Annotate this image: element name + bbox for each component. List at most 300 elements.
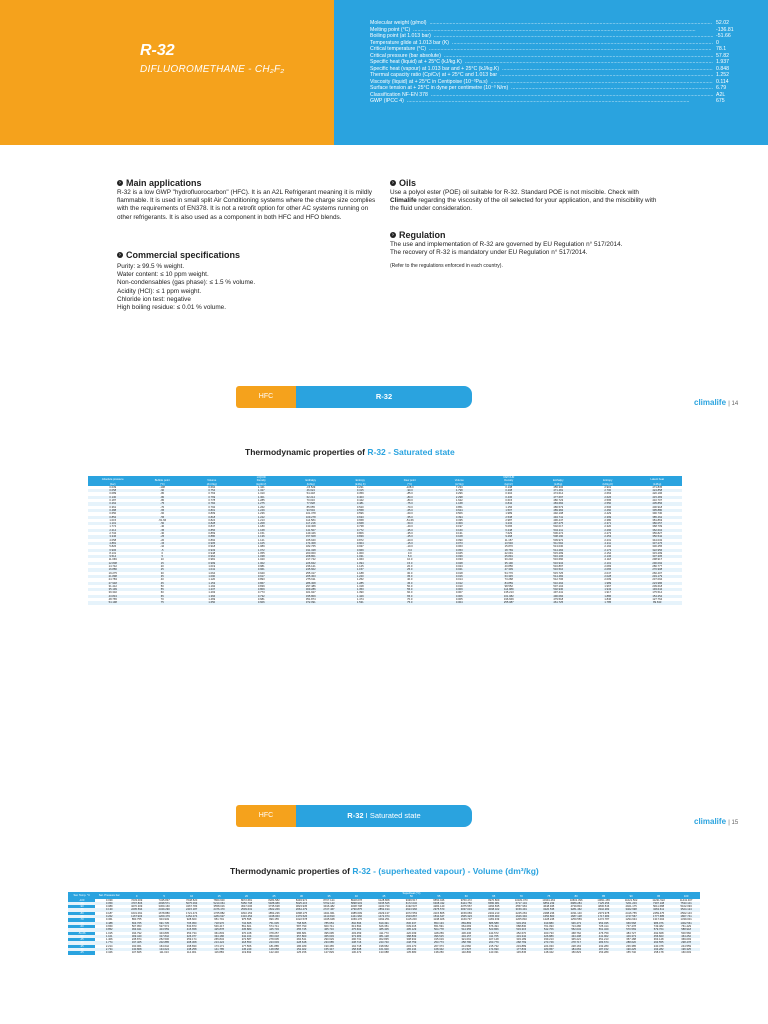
table-cell: 265.834 [214,938,224,942]
table-cell: -75 [68,915,95,918]
table-cell: 4008.708 [350,905,363,909]
table-cell: 749.482 [653,924,664,928]
table-cell: -51.66 [68,932,95,935]
table-cell: 999.155 [269,918,279,922]
superheat-header-cell: 15 [205,895,232,898]
table-cell: 5.065 [505,525,513,529]
table-cell: -108.0 [405,485,414,489]
table-cell: 0.063 [455,545,463,549]
table-cell: 2.626 [583,496,633,499]
table-cell: 1503.867 [398,915,425,918]
table-cell: 515.725 [553,571,564,575]
table-cell: 725.414 [598,924,609,928]
table-cell: 0.335 [455,518,463,522]
table-cell: 0.004 [435,601,485,604]
table-cell: 43.843 [88,595,138,598]
table-cell: 1.120 [208,578,216,582]
table-cell: 273.749 [535,941,562,944]
table-cell: 579.764 [645,928,672,931]
table-cell: 368.709 [652,525,663,529]
table-cell: 3916.482 [323,905,335,909]
table-cell: 362.604 [633,529,683,532]
table-cell: 495.129 [398,928,425,931]
table-cell: 296.731 [351,938,362,942]
table-cell: 370.108 [241,931,252,935]
table-cell: 2975.570 [425,908,452,911]
table-cell: 1898.175 [295,911,308,915]
regulation-body: The use and implementation of R-32 are governed by EU Regulation n° 517/2014. The recovery of R-32 is mandatory under EU Regulation n° 517/2014. [390,241,623,257]
superheat-header-cell: 20 [233,895,260,898]
main-applications-heading: Main applications [126,178,202,188]
table-cell: -55 [138,516,188,519]
table-cell: 4100.730 [378,905,390,909]
table-cell: -5.0 [385,549,435,552]
table-cell: 350.018 [260,935,287,938]
table-cell: 3823.935 [295,905,308,909]
table-cell: 511.594 [534,542,584,545]
table-cell: 0.361 [105,918,113,922]
table-cell: 200.000 [305,551,316,555]
table-cell: 330.255 [652,545,663,549]
superheated-table-title: Thermodynamic properties of R-32 - (superheated vapour) - Volume (dm³/kg) [230,866,539,876]
table-cell: 514.284 [534,549,584,552]
table-cell: 2373.978 [598,911,610,915]
table-cell: 158.638 [343,948,370,951]
table-cell: 8284.582 [268,898,280,902]
table-cell: 7435.837 [158,898,170,902]
table-cell: 50 [160,584,164,588]
table-cell: 47.339 [484,568,534,571]
table-cell: 7.233 [455,485,463,489]
table-cell: 268.769 [508,941,535,944]
table-cell: 1.327 [237,489,287,492]
table-cell: 1472.974 [370,915,397,918]
table-cell: 278.717 [562,941,589,944]
table-cell: 150.823 [571,951,582,955]
table-cell: 904.949 [159,918,169,922]
table-cell: 25.891 [484,555,534,558]
table-cell: 10811.465 [597,898,610,902]
table-cell: 1810.153 [240,911,253,915]
table-cell: 0.0 [407,551,412,555]
main-applications-section [117,178,379,222]
tab-r32-saturated[interactable] [296,805,472,827]
table-cell: -10 [160,545,165,549]
table-cell: 0.053 [435,549,485,552]
table-cell: 2459.475 [652,911,665,915]
table-cell: 283.674 [590,941,617,944]
table-cell: 509.972 [553,538,564,542]
table-cell: 0.904 [336,542,386,545]
table-cell: 919.880 [535,922,562,925]
table-cell: 1.064 [208,571,216,575]
table-cell: 193.644 [633,588,683,591]
table-cell: 197.405 [123,941,150,944]
table-cell: 444.572 [488,931,499,935]
table-cell: 1.168 [237,529,287,532]
table-cell: 1317.004 [652,918,665,922]
table-cell: 1115.200 [405,918,417,922]
superheat-header-cell: 40 [343,895,370,898]
table-cell: 0.801 [187,509,237,512]
table-cell: 6308.432 [425,902,452,905]
table-cell: 9970.809 [488,898,500,902]
table-cell: 186.189 [296,944,307,948]
table-cell: 0.905 [187,542,237,545]
liquid-group-header: LIQUID [138,476,386,479]
saturated-table-title: Thermodynamic properties of R-32 - Saturated state [245,447,455,457]
table-cell: 751.635 [260,922,287,925]
table-cell: 259.174 [186,938,197,942]
table-cell: 2.154 [604,551,612,555]
table-cell: 1.188 [356,571,364,575]
table-cell: 1.785 [583,601,633,604]
property-label: Molecular weight (g/mol) [370,20,427,26]
table-cell: 5350.708 [233,902,260,905]
table-cell: 122.446 [269,951,279,955]
table-cell: 15.870 [504,545,513,549]
table-cell: 21.898 [88,575,138,578]
oils-body: Use a polyol ester (POE) oil suitable for R-32. Standard POE is not miscible. Check with Climalife regarding the viscosity of the oil selected for your application, and the miscibility with the fluid under consideration. [390,189,657,213]
superheat-header-cell: 35 [315,895,342,898]
table-cell: 40 [160,578,164,582]
table-cell: 1045.948 [323,918,335,922]
table-cell: 182.765 [305,545,316,549]
superheat-header-cell: 70 [508,895,535,898]
table-cell: 168.830 [186,944,197,948]
table-cell: 411.765 [480,935,507,938]
table-cell: 0.018 [455,571,463,575]
table-cell: 2245.263 [515,911,527,915]
table-cell: 9.268 [484,535,534,538]
table-cell: 639.015 [406,924,417,928]
table-cell: 533.315 [508,928,535,931]
table-cell: 492.108 [553,512,564,516]
table-cell: 0.089 [105,905,113,909]
table-cell: 107.825 [131,951,142,955]
table-cell: 2602.269 [260,908,287,911]
table-cell: 3369.160 [158,905,170,909]
table-cell: 0.754 [187,489,237,492]
table-cell: 6989.284 [562,902,589,905]
page-number-2: | 15 [728,820,739,826]
table-cell: 0.818 [187,516,237,519]
table-cell: -45 [68,938,95,941]
table-row [88,601,682,604]
table-cell: 357.188 [626,938,636,942]
table-cell: 237.094 [652,578,663,582]
tab-hfc[interactable]: HFC [236,386,296,408]
table-cell: 0.309 [435,522,485,525]
table-cell: 175.514 [652,591,663,595]
table-cell: -20 [160,538,165,542]
table-cell: 127.829 [324,951,334,955]
table-cell: 1.094 [336,562,386,565]
table-cell: 0.828 [187,522,237,525]
table-cell: 480.723 [553,499,564,503]
table-cell: 35.199 [88,588,138,591]
table-cell: 18.769 [484,549,534,552]
table-cell: 4797.806 [123,902,150,905]
table-cell: 0.016 [435,575,485,578]
superheat-header-cell: 90 [617,895,644,898]
table-cell: 1.366 [187,595,237,598]
superheat-header-cell: 55 [425,895,452,898]
table-cell: 514.482 [534,575,584,578]
table-header-cell: Density [484,479,534,482]
table-cell: 93.504 [286,509,336,512]
table-cell: 25.0 [385,568,435,571]
superheat-header-cell: 75 [535,895,562,898]
table-cell: 2502.143 [680,911,692,915]
table-cell: 208.801 [286,555,336,558]
table-cell: 337.276 [633,542,683,545]
table-cell: 11.157 [504,538,513,542]
property-value: 57.82 [716,52,729,59]
table-cell: 0.918 [208,545,216,549]
table-cell: -60 [68,925,95,928]
table-cell: 1167.903 [123,915,150,918]
property-leader-dots [407,98,713,105]
table-cell: 516.897 [553,565,564,569]
table-cell: 0.948 [208,551,216,555]
table-cell: 8493.974 [295,898,308,902]
table-cell: 0.130 [88,496,138,499]
table-cell: 2.009 [604,578,612,582]
table-cell: 1.220 [336,575,386,578]
table-cell: 8707.124 [323,898,335,902]
table-cell: 533.873 [186,924,197,928]
table-cell: 0.481 [336,502,386,505]
table-cell: 494.741 [534,516,584,519]
table-cell: 1626.394 [508,915,535,918]
tab-hfc-2[interactable]: HFC [236,805,296,827]
table-header-cell: Absolute pressure [88,476,138,483]
table-cell: 452.670 [516,931,527,935]
table-cell: 10181.070 [514,898,528,902]
table-cell: 0.981 [208,558,216,562]
table-cell: 138.250 [433,951,444,955]
table-cell: 869.883 [453,922,480,925]
table-cell: 2.734 [95,948,122,951]
table-cell: 1.285 [257,499,265,503]
table-cell: 309.286 [286,588,336,591]
superheat-header-cell: 0 [123,895,150,898]
table-cell: 0.231 [356,485,364,489]
table-cell: 334.186 [205,935,232,938]
table-cell: 435.880 [233,928,260,931]
table-cell: 54.776 [504,571,513,575]
table-cell: 836.337 [398,922,425,925]
table-cell: 15.0 [385,562,435,565]
regulation-note: (Refer to the regulations enforced in each country). [390,263,503,270]
table-cell: 785.653 [315,922,342,925]
property-value: 675 [716,98,725,104]
table-cell: 936.473 [562,922,589,925]
main-applications-body: R-32 is a low GWP "hydrofluorocarbon" (HFC). It is an A2L Refrigerant meaning it is mildly flammable. It is used in small split Air Conditioning systems where the charge size complies with the requirements of EN378. It is not a retrofit option for other AC systems running on other refrigerants. It is also used as a component in both HFC and HFO blends. [117,189,376,221]
table-cell: 19.275 [108,571,117,575]
table-cell: 351.213 [598,938,609,942]
properties-list [370,20,750,105]
table-cell: 177.566 [241,944,252,948]
table-cell: 381.128 [370,935,397,938]
table-cell: 0.262 [88,502,138,505]
table-cell: 165.940 [305,538,316,542]
table-cell: 1941.961 [323,911,335,915]
table-cell: 0.933 [187,549,237,552]
table-cell: 165.134 [398,948,425,951]
table-cell: 7397.108 [645,902,672,905]
table-cell: -80 [160,499,165,503]
oils-heading: Oils [399,178,417,188]
table-cell: 2.320 [604,525,612,529]
property-value: 52.02 [716,20,729,26]
table-cell: 802.596 [343,922,370,925]
table-cell: 0.359 [356,492,364,496]
table-cell: 190.225 [617,948,644,951]
property-label: Critical pressure (bar absolute) [370,52,441,59]
table-cell: 2.028 [583,575,633,578]
table-cell: -35.0 [406,532,413,536]
property-value: 0 [716,39,719,46]
table-cell: 11231.522 [652,898,665,902]
table-cell: 507.953 [131,924,142,928]
table-cell: 0.108 [435,535,485,538]
table-cell: 219.889 [516,944,527,948]
table-cell: 109.278 [286,516,336,519]
table-cell: 238.716 [343,941,370,944]
table-cell: 552.043 [562,928,589,931]
table-cell: 0.039 [105,898,113,902]
table-cell: -40 [68,941,95,944]
table-cell: 357.800 [288,935,315,938]
table-cell: 65 [138,595,188,598]
table-cell: 0.010 [455,584,463,588]
table-cell: 0.606 [237,601,287,604]
table-cell: -80 [68,912,95,915]
table-cell: -55 [68,928,95,931]
table-cell: -50.0 [385,522,435,525]
table-cell: 420.196 [652,492,663,496]
table-cell: 516.934 [534,562,584,565]
table-cell: 471.835 [652,485,663,489]
table-cell: 152.022 [288,948,315,951]
commercial-specs-list [117,263,379,312]
table-cell: -5 [138,549,188,552]
table-cell: 89.633 [633,601,683,604]
table-cell: 11441.467 [679,898,693,902]
table-cell: 0.842 [484,502,534,505]
table-cell: 705.950 [178,922,205,925]
table-cell: 4284.140 [433,905,445,909]
table-cell: 2.371 [583,522,633,525]
property-label: Specific heat (liquid) at + 25°C (kJ/kg.K) [370,59,462,65]
table-cell: 1379.526 [288,915,315,918]
table-cell: 1.031 [336,555,386,558]
table-cell: 0.024 [455,565,463,569]
table-cell: 263.779 [480,941,507,944]
table-cell: 0.772 [336,529,386,532]
table-cell: 293.555 [645,941,672,944]
table-cell: 651.591 [433,924,444,928]
tab-r32[interactable]: R-32 [296,386,472,408]
table-cell: 613.594 [351,924,362,928]
table-cell: 0.773 [257,591,265,595]
table-cell: 456.306 [553,485,564,489]
table-cell: 1294.934 [625,918,637,922]
table-cell: 171.527 [453,948,480,951]
table-cell: 600.741 [324,924,334,928]
table-cell: 5625.215 [288,902,315,905]
table-cell: 411.773 [379,931,389,935]
table-cell: 713.286 [571,924,582,928]
table-cell: 191.328 [286,549,336,552]
table-cell: 6717.134 [508,902,535,905]
table-cell: 676.494 [488,924,499,928]
table-cell: 24.783 [108,578,117,582]
table-cell: 0.809 [208,512,216,516]
table-cell: 1.089 [257,545,265,549]
table-cell: 114.989 [484,588,534,591]
table-cell: 1348.063 [260,915,287,918]
table-cell: 249.179 [633,575,683,578]
table-cell: 456.823 [645,935,672,938]
table-cell: 54.418 [306,492,315,496]
table-cell: 135.213 [503,591,514,595]
table-cell: 3281.462 [562,908,589,911]
table-cell: 190.465 [324,944,334,948]
table-cell: 1.101 [88,522,138,525]
table-cell: 2.253 [583,535,633,538]
table-cell: 0.839 [336,535,386,538]
table-cell: 0.872 [356,538,364,542]
table-cell: 1.943 [583,588,633,591]
table-cell: -80 [138,496,188,499]
table-cell: 1.038 [237,555,287,558]
property-value: 1.937 [716,59,729,65]
table-cell: 10601.396 [569,898,583,902]
bullet-icon: › [390,232,396,238]
table-cell: 30 [160,571,164,575]
table-cell: 395.095 [324,931,334,935]
table-cell: 1.429 [336,595,386,598]
table-cell: 70.016 [306,499,315,503]
table-cell: 2415.187 [178,908,205,911]
table-cell: 410.707 [652,499,663,503]
table-cell: 477.697 [534,496,584,499]
table-cell: 1534.647 [425,915,452,918]
table-cell: 30.0 [407,571,413,575]
table-cell: 8.131 [109,551,117,555]
table-cell: 5011.688 [653,905,665,909]
table-cell: 419.342 [508,935,535,938]
superheat-header-cell: 25 [260,895,287,898]
table-cell: 0.187 [105,911,113,915]
table-cell: 202.885 [150,941,177,944]
table-header-cell: Enthalpy [534,479,584,482]
table-cell: 1.168 [435,502,485,505]
table-cell: 315.299 [652,551,663,555]
table-cell: 527.574 [159,924,169,928]
table-cell: 322.956 [633,549,683,552]
table-cell: 10.0 [407,558,413,562]
table-cell: 75 [138,601,188,604]
table-cell: 7233.009 [131,898,143,902]
table-cell: 62.214 [286,496,336,499]
table-cell: 1721.474 [186,911,198,915]
table-unit-cell: (kg/m³) [484,483,534,486]
table-cell: 0.763 [208,492,216,496]
